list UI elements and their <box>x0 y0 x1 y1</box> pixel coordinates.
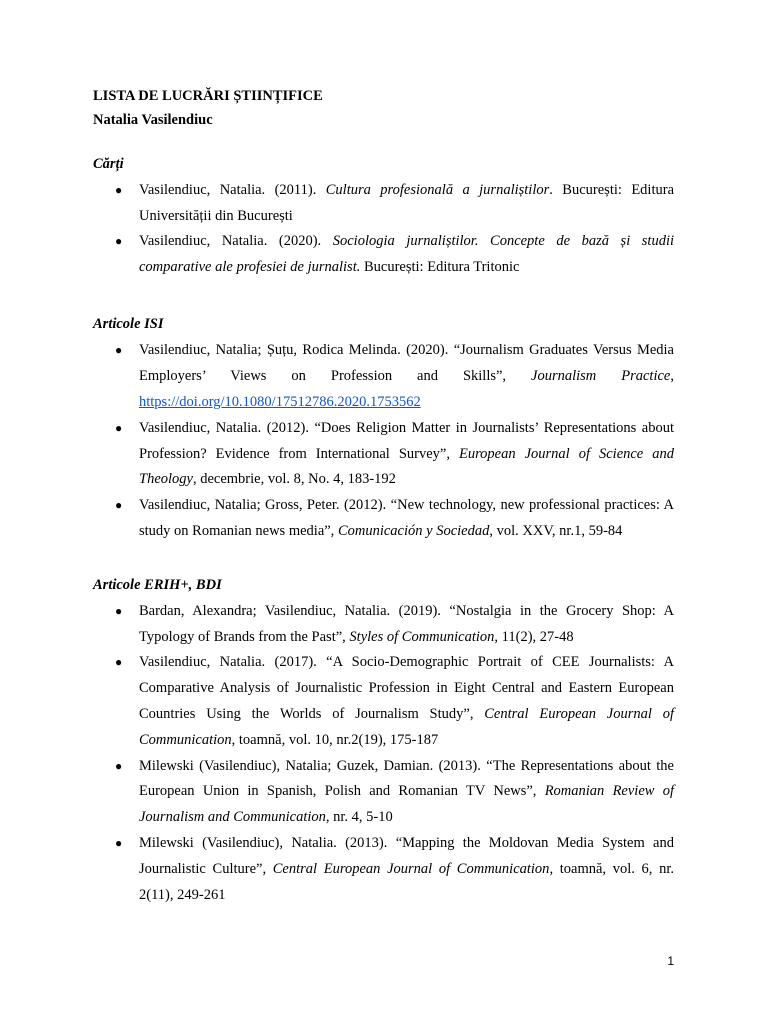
bullet-icon: ● <box>115 835 123 850</box>
list-item: ● Vasilendiuc, Natalia; Gross, Peter. (2012). “New technology, new professional practices: A study on Romanian news media”, Comunicación y Sociedad, vol. XXV, nr.1, 59-84 <box>93 493 674 545</box>
document-title: LISTA DE LUCRĂRI ȘTIINȚIFICE <box>93 88 323 104</box>
bullet-icon: ● <box>115 498 123 513</box>
list-item: ● Bardan, Alexandra; Vasilendiuc, Natalia. (2019). “Nostalgia in the Grocery Shop: A Typology of Brands from the Past”, Styles of Communication, 11(2), 27-48 <box>93 599 674 651</box>
document-page <box>93 84 674 908</box>
section-heading-isi: Articole ISI <box>93 316 164 333</box>
list-item: ● Milewski (Vasilendiuc), Natalia; Guzek, Damian. (2013). “The Representations about the European Union in Spanish, Polish and Romanian TV News”, Romanian Review of Journalism and Communication, nr. 4, 5-10 <box>93 754 674 831</box>
books-list <box>93 178 674 280</box>
erih-articles-list <box>93 599 674 909</box>
bullet-icon: ● <box>115 758 123 773</box>
list-item: ● Vasilendiuc, Natalia. (2011). Cultura profesională a jurnaliștilor. București: Editura Universității din București <box>93 178 674 229</box>
bullet-icon: ● <box>115 603 123 618</box>
list-item: ● Milewski (Vasilendiuc), Natalia. (2013). “Mapping the Moldovan Media System and Journalistic Culture”, Central European Journal of Communication, toamnă, vol. 6, nr. 2(11), 249-261 <box>93 831 674 908</box>
list-item: ● Vasilendiuc, Natalia. (2017). “A Socio-Demographic Portrait of CEE Journalists: A Comparative Analysis of Journalistic Profession in Eight Central and Eastern European Countries Using the Worlds of Journalism Study”, Central European Journal of Communication, toamnă, vol. 10, nr.2(19), 175-187 <box>93 650 674 753</box>
section-heading-erih-bdi: Articole ERIH+, BDI <box>93 576 222 593</box>
list-item: ● Vasilendiuc, Natalia; Șuțu, Rodica Melinda. (2020). “Journalism Graduates Versus Media Employers’ Views on Profession and Skills”, Journalism Practice, https://doi.org/10.1080/17512786.2020.1753562 <box>93 338 674 415</box>
list-item: ● Vasilendiuc, Natalia. (2012). “Does Religion Matter in Journalists’ Representations about Profession? Evidence from International Survey”, European Journal of Science and Theology, decembrie, vol. 8, No. 4, 183-192 <box>93 416 674 493</box>
bullet-icon: ● <box>115 655 123 670</box>
page-number: 1 <box>667 954 674 968</box>
bullet-icon: ● <box>115 183 123 197</box>
bullet-icon: ● <box>115 234 123 249</box>
section-heading-books: Cărți <box>93 156 124 172</box>
list-item: ● Vasilendiuc, Natalia. (2020). Sociologia jurnaliștilor. Concepte de bază și studii comparative ale profesiei de jurnalist. București: Editura Tritonic <box>93 229 674 280</box>
bullet-icon: ● <box>115 420 123 435</box>
bullet-icon: ● <box>115 343 123 358</box>
isi-articles-list <box>93 338 674 544</box>
author-name: Natalia Vasilendiuc <box>93 112 213 128</box>
doi-link[interactable]: https://doi.org/10.1080/17512786.2020.1753562 <box>139 393 421 410</box>
